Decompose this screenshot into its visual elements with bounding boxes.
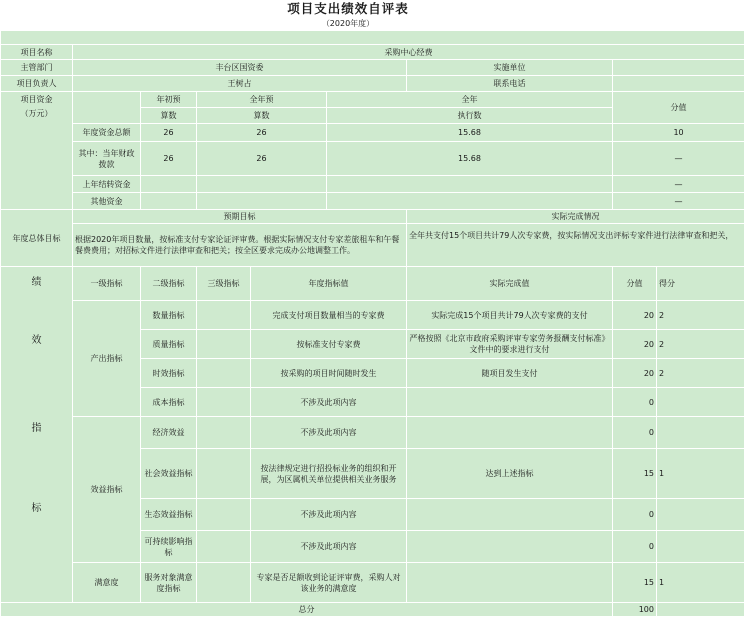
perf-side-label <box>1 267 73 603</box>
level2-cell: 成本指标 <box>141 388 197 417</box>
level2-cell: 质量指标 <box>141 330 197 359</box>
funds-row-label: 其中：当年财政拨款 <box>73 142 141 176</box>
funds-row-exec <box>327 193 613 210</box>
actual-completion-text: 全年共支付15个项目共计79人次专家费，按实际情况支出评标专家件进行法律审查和把关， <box>407 224 745 267</box>
level2-cell: 可持续影响指标 <box>141 531 197 563</box>
col-score-header: 分值 <box>613 267 657 301</box>
dept-label: 主管部门 <box>1 60 73 76</box>
impl-unit-value <box>613 60 745 76</box>
target-cell: 按采购的项目时间随时发生 <box>251 359 407 388</box>
funds-row-exec: 15.68 <box>327 142 613 176</box>
level2-cell: 时效指标 <box>141 359 197 388</box>
actual-cell <box>407 417 613 449</box>
score-cell: 15 <box>613 563 657 603</box>
total-got <box>657 603 745 617</box>
level2-cell: 经济效益 <box>141 417 197 449</box>
funds-row-score: 10 <box>613 124 745 142</box>
score-cell: 0 <box>613 417 657 449</box>
target-cell: 按法律规定进行招投标业务的组织和开展，为区属机关单位提供相关业务服务 <box>251 449 407 499</box>
self-evaluation-table <box>0 30 745 617</box>
funds-label-line-2: （万元） <box>20 109 53 118</box>
project-name-value: 采购中心经费 <box>73 45 745 60</box>
perf-side-char: 效 <box>31 335 42 346</box>
dept-value: 丰台区国资委 <box>73 60 407 76</box>
score-cell: 0 <box>613 388 657 417</box>
level3-cell <box>197 531 251 563</box>
leader-label: 项目负责人 <box>1 76 73 92</box>
funds-row-full <box>197 176 327 193</box>
got-cell <box>657 499 745 531</box>
col-budget-header-1: 年初预 <box>141 92 197 108</box>
level3-cell <box>197 388 251 417</box>
level2-cell: 数量指标 <box>141 301 197 330</box>
funds-row-budget <box>141 176 197 193</box>
expected-goal-header: 预期目标 <box>73 210 407 224</box>
col-full-header-2: 算数 <box>197 108 327 124</box>
funds-row-score: — <box>613 193 745 210</box>
got-cell <box>657 531 745 563</box>
score-cell: 0 <box>613 499 657 531</box>
actual-cell: 实际完成15个项目共计79人次专家费的支付 <box>407 301 613 330</box>
target-cell: 不涉及此项内容 <box>251 531 407 563</box>
score-cell: 0 <box>613 531 657 563</box>
col-target-header: 年度指标值 <box>251 267 407 301</box>
perf-side-char: 标 <box>31 503 42 514</box>
actual-cell <box>407 499 613 531</box>
col-budget-header-2: 算数 <box>141 108 197 124</box>
target-cell: 按标准支付专家费 <box>251 330 407 359</box>
funds-row-budget: 26 <box>141 142 197 176</box>
phone-label: 联系电话 <box>407 76 613 92</box>
got-cell: 1 <box>657 563 745 603</box>
expected-goal-text: 根据2020年项目数量，按标准支付专家论证评审费。根据实际情况支付专家差旅租车和午餐餐费费用；对招标文件进行法律审查和把关；按全区要求完成办公地调整工作。 <box>73 224 407 267</box>
leader-value: 王树占 <box>73 76 407 92</box>
actual-cell <box>407 563 613 603</box>
group-effect: 效益指标 <box>73 417 141 563</box>
got-cell: 2 <box>657 359 745 388</box>
funds-row-budget: 26 <box>141 124 197 142</box>
score-cell: 20 <box>613 330 657 359</box>
score-cell: 20 <box>613 359 657 388</box>
actual-cell: 达到上述指标 <box>407 449 613 499</box>
target-cell: 完成支付项目数量相当的专家费 <box>251 301 407 330</box>
target-cell: 不涉及此项内容 <box>251 499 407 531</box>
col-level3-header: 三级指标 <box>197 267 251 301</box>
phone-value <box>613 76 745 92</box>
level3-cell <box>197 449 251 499</box>
funds-row-label: 上年结转资金 <box>73 176 141 193</box>
level2-cell: 生态效益指标 <box>141 499 197 531</box>
funds-row-exec: 15.68 <box>327 124 613 142</box>
col-actual-header: 实际完成值 <box>407 267 613 301</box>
got-cell <box>657 417 745 449</box>
funds-row-full: 26 <box>197 124 327 142</box>
actual-cell <box>407 531 613 563</box>
funds-row-score: — <box>613 142 745 176</box>
page-title: 项目支出绩效自评表 <box>287 1 409 16</box>
level3-cell <box>197 563 251 603</box>
col-exec-header-2: 执行数 <box>327 108 613 124</box>
actual-cell <box>407 388 613 417</box>
got-cell: 2 <box>657 301 745 330</box>
col-score-header: 分值 <box>613 92 745 124</box>
perf-side-char: 指 <box>31 423 42 434</box>
actual-completion-header: 实际完成情况 <box>407 210 745 224</box>
total-score: 100 <box>613 603 657 617</box>
funds-corner-cell <box>73 92 141 124</box>
goals-label: 年度总体目标 <box>1 210 73 267</box>
level3-cell <box>197 417 251 449</box>
spacer-row <box>1 31 745 45</box>
funds-row-label: 其他资金 <box>73 193 141 210</box>
level2-cell: 服务对象满意度指标 <box>141 563 197 603</box>
score-cell: 15 <box>613 449 657 499</box>
funds-label-line-1: 项目资金 <box>20 95 53 104</box>
target-cell: 专家是否足额收到论证评审费，采购人对该业务的满意度 <box>251 563 407 603</box>
col-exec-header-1: 全年 <box>327 92 613 108</box>
impl-unit-label: 实施单位 <box>407 60 613 76</box>
funds-row-exec <box>327 176 613 193</box>
funds-row-full <box>197 193 327 210</box>
group-output: 产出指标 <box>73 301 141 417</box>
level2-cell: 社会效益指标 <box>141 449 197 499</box>
perf-side-char: 绩 <box>31 277 42 288</box>
score-cell: 20 <box>613 301 657 330</box>
got-cell <box>657 388 745 417</box>
project-name-label: 项目名称 <box>1 45 73 60</box>
page-subtitle: （2020年度） <box>321 19 375 28</box>
col-full-header-1: 全年预 <box>197 92 327 108</box>
total-label: 总分 <box>1 603 613 617</box>
col-level2-header: 二级指标 <box>141 267 197 301</box>
actual-cell: 严格按照《北京市政府采购评审专家劳务报酬支付标准》文件中的要求进行支付 <box>407 330 613 359</box>
got-cell: 1 <box>657 449 745 499</box>
level3-cell <box>197 301 251 330</box>
level3-cell <box>197 330 251 359</box>
actual-cell: 随项目发生支付 <box>407 359 613 388</box>
target-cell: 不涉及此项内容 <box>251 388 407 417</box>
funds-label <box>1 92 73 210</box>
funds-row-label: 年度资金总额 <box>73 124 141 142</box>
target-cell: 不涉及此项内容 <box>251 417 407 449</box>
got-cell: 2 <box>657 330 745 359</box>
funds-row-score: — <box>613 176 745 193</box>
level3-cell <box>197 499 251 531</box>
funds-row-budget <box>141 193 197 210</box>
group-satisfaction: 满意度 <box>73 563 141 603</box>
col-got-header: 得分 <box>657 267 745 301</box>
level3-cell <box>197 359 251 388</box>
col-level1-header: 一级指标 <box>73 267 141 301</box>
funds-row-full: 26 <box>197 142 327 176</box>
